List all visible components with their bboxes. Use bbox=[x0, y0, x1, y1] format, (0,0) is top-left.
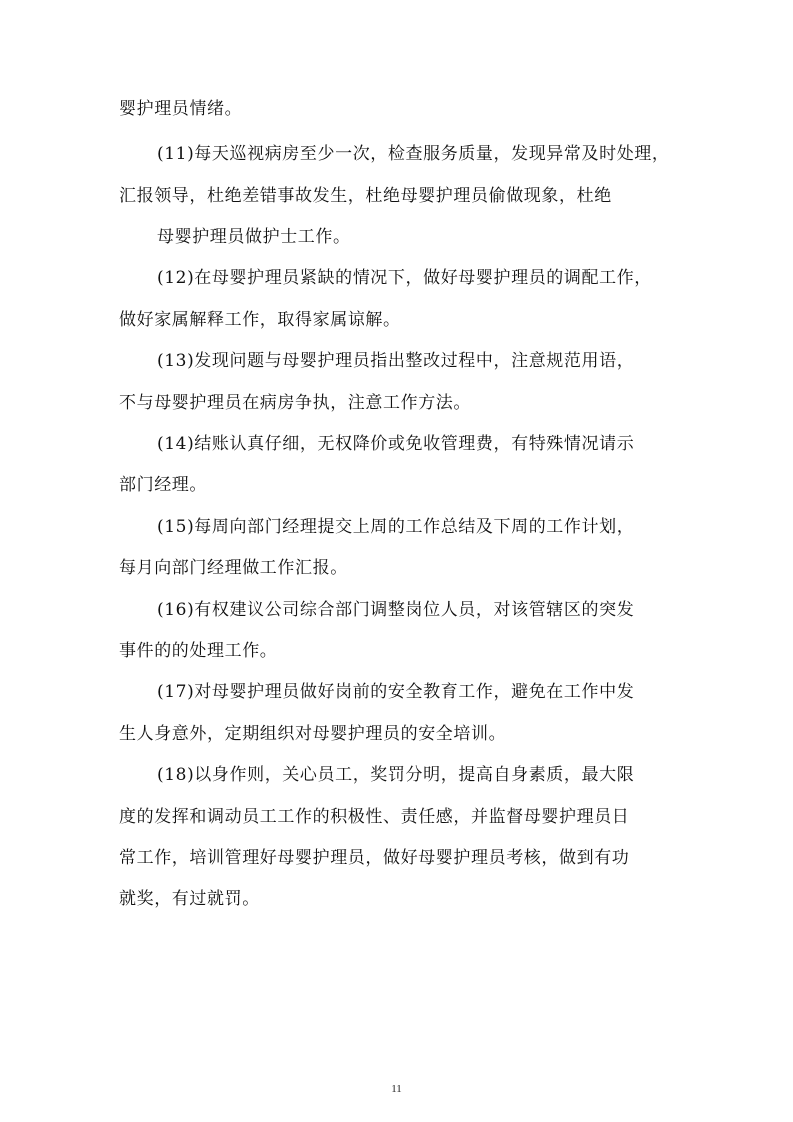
text-line: 不与母婴护理员在病房争执，注意工作方法。 bbox=[119, 393, 471, 413]
text-line: 度的发挥和调动员工工作的积极性、责任感，并监督母婴护理员日 bbox=[119, 807, 630, 827]
text-line: 生人身意外，定期组织对母婴护理员的安全培训。 bbox=[119, 724, 507, 744]
text-line: 母婴护理员做护士工作。 bbox=[157, 227, 351, 247]
text-line: 婴护理员情绪。 bbox=[119, 99, 243, 119]
text-line: (12)在母婴护理员紧缺的情况下，做好母婴护理员的调配工作， bbox=[157, 268, 652, 288]
text-line: 做好家属解释工作，取得家属谅解。 bbox=[119, 310, 401, 330]
text-line: (18)以身作则，关心员工，奖罚分明，提高自身素质，最大限 bbox=[157, 765, 635, 785]
text-line: (14)结账认真仔细，无权降价或免收管理费，有特殊情况请示 bbox=[157, 434, 635, 454]
text-line: (13)发现问题与母婴护理员指出整改过程中，注意规范用语， bbox=[157, 351, 635, 371]
page-number: 11 bbox=[391, 1083, 402, 1095]
text-line: 部门经理。 bbox=[119, 475, 207, 495]
text-line: (15)每周向部门经理提交上周的工作总结及下周的工作计划， bbox=[157, 517, 635, 537]
text-line: (11)每天巡视病房至少一次，检查服务质量，发现异常及时处理， bbox=[157, 144, 670, 164]
text-line: 就奖，有过就罚。 bbox=[119, 889, 260, 909]
text-line: (17)对母婴护理员做好岗前的安全教育工作，避免在工作中发 bbox=[157, 682, 635, 702]
text-line: 每月向部门经理做工作汇报。 bbox=[119, 558, 348, 578]
text-line: (16)有权建议公司综合部门调整岗位人员，对该管辖区的突发 bbox=[157, 600, 635, 620]
text-line: 常工作，培训管理好母婴护理员，做好母婴护理员考核，做到有功 bbox=[119, 848, 630, 868]
text-line: 汇报领导，杜绝差错事故发生，杜绝母婴护理员偷做现象，杜绝 bbox=[119, 186, 612, 206]
text-line: 事件的的处理工作。 bbox=[119, 641, 278, 661]
